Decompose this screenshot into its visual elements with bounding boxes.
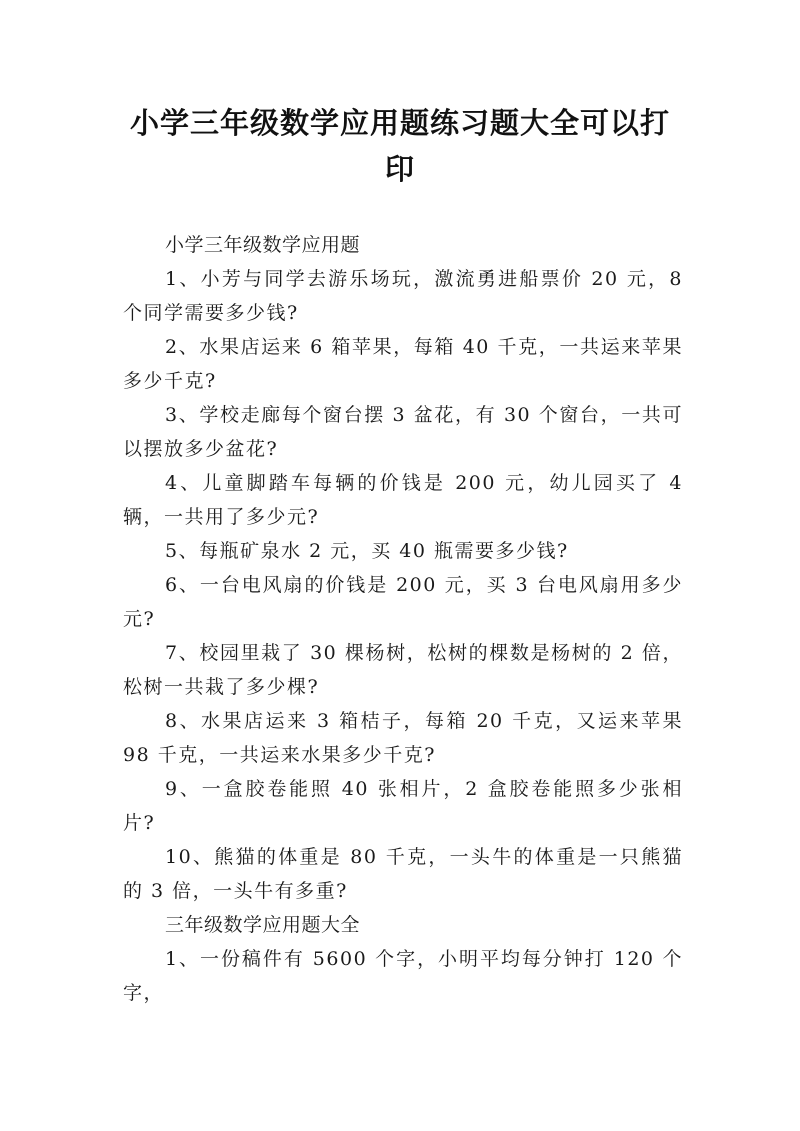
document-body	[123, 228, 683, 1010]
problem-paragraph: 8、水果店运来 3 箱桔子，每箱 20 千克，又运来苹果 98 千克，一共运来水果多少千克?	[123, 710, 683, 766]
problem-paragraph: 5、每瓶矿泉水 2 元，买 40 瓶需要多少钱?	[165, 540, 569, 562]
problem-paragraph: 1、小芳与同学去游乐场玩，激流勇进船票价 20 元，8 个同学需要多少钱?	[123, 268, 683, 324]
problem-paragraph: 4、儿童脚踏车每辆的价钱是 200 元，幼儿园买了 4 辆，一共用了多少元?	[123, 472, 683, 528]
problem-paragraph: 9、一盒胶卷能照 40 张相片，2 盒胶卷能照多少张相片?	[123, 778, 683, 834]
section-heading: 三年级数学应用题大全	[165, 914, 361, 936]
section-heading: 小学三年级数学应用题	[165, 234, 361, 256]
problem-paragraph: 10、熊猫的体重是 80 千克，一头牛的体重是一只熊猫的 3 倍，一头牛有多重?	[123, 846, 683, 902]
problem-paragraph: 1、一份稿件有 5600 个字，小明平均每分钟打 120 个字，	[123, 948, 683, 1004]
problem-paragraph: 2、水果店运来 6 箱苹果，每箱 40 千克，一共运来苹果多少千克?	[123, 336, 683, 392]
problem-paragraph: 7、校园里栽了 30 棵杨树，松树的棵数是杨树的 2 倍，松树一共栽了多少棵?	[123, 642, 683, 698]
problem-paragraph: 6、一台电风扇的价钱是 200 元，买 3 台电风扇用多少元?	[123, 574, 683, 630]
document-title: 小学三年级数学应用题练习题大全可以打印	[129, 106, 670, 186]
problem-paragraph: 3、学校走廊每个窗台摆 3 盆花，有 30 个窗台，一共可以摆放多少盆花?	[123, 404, 683, 460]
